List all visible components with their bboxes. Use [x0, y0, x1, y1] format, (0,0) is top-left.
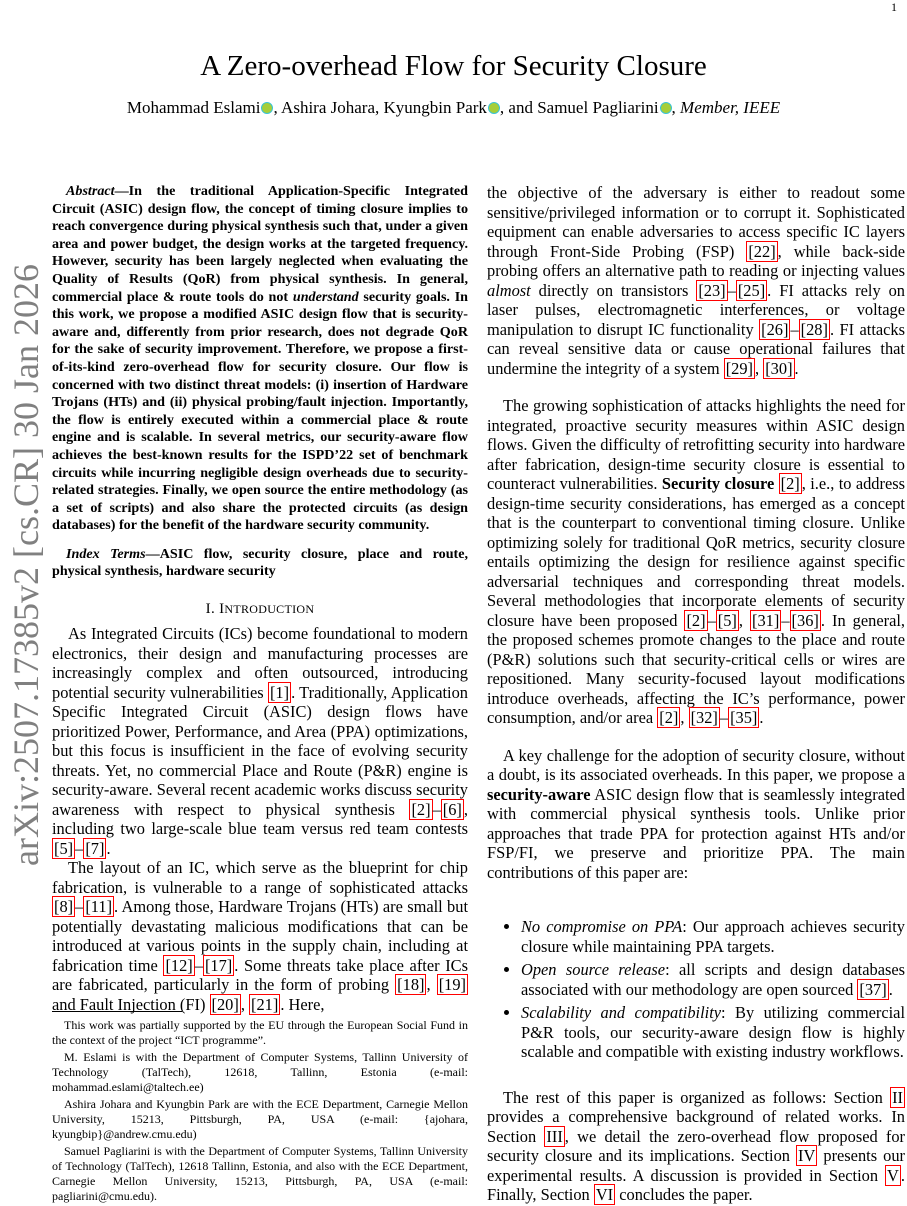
footnote-author-4: Samuel Pagliarini is with the Department of Computer Systems, Tallinn University of Technology (TalTech), 12618 Tallinn, Estonia, and also with the ECE Department, Carnegie Mellon University, 15213, Pittsburgh, PA, USA (e-mail: pagliarini@cmu.edu). [52, 1144, 468, 1203]
item-heading: Open source release [521, 960, 666, 979]
citation-link[interactable]: [18] [397, 975, 425, 995]
text: . FI attacks can reveal sensitive data or cause operational failures that undermine the integrity of a system [487, 319, 906, 378]
bold-term: Security closure [661, 474, 775, 493]
citation-link[interactable]: [21] [251, 994, 279, 1014]
text: The layout of an IC, which serve as the blueprint for chip fabrication, is vulnerable to a range of sophisticated attacks [52, 858, 468, 897]
orcid-icon[interactable] [660, 102, 672, 114]
citation-link[interactable]: [35] [730, 708, 758, 727]
citation-link[interactable]: [2] [659, 708, 679, 727]
list-item [521, 1003, 905, 1062]
citation-link[interactable]: [6] [442, 799, 462, 819]
citation-link[interactable]: [32] [690, 708, 718, 727]
paper-title: A Zero-overhead Flow for Security Closure [200, 50, 707, 82]
citation-link[interactable]: [19] [438, 975, 466, 995]
item-text: : By utilizing commercial P&R tools, our security-aware design flow is highly scalable and compatible with existing industry workflows. [521, 1003, 906, 1061]
abstract-text: security goals. In this work, we propose a modified ASIC design flow that is security-aware and, differently from prior research, does not degrade QoR for the sake of security improvement. Therefore, we propose a first-of-its-kind zero-overhead flow for security closure. Our flow is concerned with two distinct threat models: (i) insertion of Hardware Trojans (HTs) and (ii) physical probing/fault injection. Importantly, the flow is entirely executed within a commercial place & route engine and is scalable. In several metrics, our security-aware flow achieves the best-known results for the ISPD’22 set of benchmark circuits while incurring negligible design overheads due to security-related strategies. Finally, we open source the entire methodology (as a set of scripts) and also share the protected circuits (as design databases) for the benefit of the hardware security community. [52, 288, 469, 534]
text: the objective of the adversary is either to readout some sensitive/privileged information or to corrupt it. Sophisticated equipment can enable adversaries to access specific IC layers through Front-Side Probing (FSP) [487, 183, 905, 261]
item-heading: Scalability and compatibility [521, 1003, 722, 1022]
section-initial: I [219, 601, 225, 618]
section-link[interactable]: VI [595, 1185, 614, 1204]
citation-link[interactable]: [7] [85, 838, 105, 858]
intro-paragraph-2-continued [487, 183, 905, 378]
intro-paragraph-1 [52, 624, 468, 858]
text: – [75, 897, 84, 917]
footnote-funding: This work was partially supported by the EU through the European Social Fund in the context of the project “ICT programme”. [52, 1018, 468, 1047]
abstract-emphasis: understand [292, 288, 359, 305]
text: , while back-side probing offers an alternative path to reading or injecting values [487, 241, 905, 280]
citation-link[interactable]: [2] [780, 474, 800, 493]
section-link[interactable]: II [892, 1087, 903, 1107]
text: . Traditionally, Application Specific Integrated Circuit (ASIC) design flows have prioritized Power, Performance, and Area (PPA) optimizations, but this focus is insufficient in the face of evolving security threats. Yet, no commercial Place and Route (P&R) engine is security-aware. Several recent academic works discuss security awareness with respect to physical synthesis [52, 682, 468, 819]
abstract [52, 183, 468, 535]
text: – [707, 610, 716, 630]
text: . FI attacks rely on laser pulses, electromagnetic interferences, or voltage manipulation to disrupt IC functionality [487, 280, 905, 339]
text: . Among those, Hardware Trojans (HTs) are small but potentially devastating malicious modifications that can be introduced at various points in the supply chain, including at fabrication time [52, 897, 468, 975]
text: – [727, 280, 736, 300]
section-link[interactable]: IV [798, 1146, 816, 1165]
text: presents our experimental results. A discussion is provided in Section [487, 1146, 905, 1185]
citation-link[interactable]: [11] [85, 897, 113, 917]
index-terms-label: Index Terms [66, 545, 146, 562]
text: , we detail the zero-overhead flow proposed for security closure and its implications. Section [487, 1126, 906, 1165]
text: – [194, 955, 203, 975]
text: – [432, 799, 441, 819]
citation-link[interactable]: [30] [765, 358, 793, 378]
item-text: : Our approach achieves security closure while maintaining PPA targets. [521, 917, 905, 956]
abstract-label: Abstract [66, 183, 115, 199]
citation-link[interactable]: [12] [165, 955, 193, 975]
emphasis: almost [487, 280, 531, 300]
list-item [521, 917, 905, 956]
footnote-author-1: M. Eslami is with the Department of Computer Systems, Tallinn University of Technology (TalTech), 12618, Tallinn, Estonia (e-mail: mohammad.eslami@taltech.ee) [52, 1050, 468, 1094]
contributions-list [487, 917, 905, 1062]
citation-link[interactable]: [17] [204, 955, 233, 975]
arxiv-identifier[interactable]: arXiv:2507.17385v2 [cs.CR] 30 Jan 2026 [6, 264, 46, 866]
text: A key challenge for the adoption of security closure, without a doubt, is its associated overheads. In this paper, we propose a [487, 745, 905, 784]
citation-link[interactable]: [25] [737, 280, 766, 300]
author-line [0, 98, 907, 118]
citation-link[interactable]: [20] [211, 994, 239, 1014]
text: ASIC design flow that is seamlessly integrated with commercial physical synthesis tools. Unlike prior approaches that trade PPA for protection against HTs and/or FSP/FI, we preserve and prioritize PPA. The main contributions of this paper are: [487, 784, 905, 882]
citation-link[interactable]: [22] [748, 241, 776, 261]
author-4: , and Samuel Pagliarini [499, 98, 659, 117]
intro-paragraph-4 [487, 746, 905, 883]
author-2-3: , Ashira Johara, Kyungbin Park [273, 98, 487, 117]
citation-link[interactable]: [2] [411, 799, 431, 819]
citation-link[interactable]: [5] [717, 610, 737, 630]
text: , [680, 708, 689, 727]
intro-paragraph-2 [52, 858, 468, 1014]
citation-link[interactable]: [26] [761, 319, 789, 339]
text: The rest of this paper is organized as follows: Section [503, 1087, 891, 1107]
citation-link[interactable]: [8] [54, 897, 74, 917]
citation-link[interactable]: [29] [725, 358, 754, 378]
citation-link[interactable]: [28] [800, 319, 828, 339]
footnote-divider [52, 1011, 182, 1012]
orcid-icon[interactable] [488, 102, 500, 114]
abstract-text: —In the traditional Application-Specific Integrated Circuit (ASIC) design flow, the concept of timing closure implies to reach convergence during physical synthesis such that, under a given area and power budget, the design works at the targeted frequency. However, security has been largely neglected when evaluating the Quality of Results (QoR) from physical synthesis. In general, commercial place & route tools do not [52, 183, 468, 305]
item-text: . [888, 979, 893, 999]
section-link[interactable]: III [546, 1126, 563, 1146]
index-terms-text: —ASIC flow, security closure, place and route, physical synthesis, hardware security [52, 545, 468, 580]
footnote-authors-2-3: Ashira Johara and Kyungbin Park are with the ECE Department, Carnegie Mellon University, 15213, Pittsburgh, PA, USA (e-mail: {ajohara, kyungbip}@andrew.cmu.edu) [52, 1097, 468, 1141]
footnotes [52, 1018, 468, 1206]
text: . Finally, Section [487, 1165, 905, 1204]
text: , i.e., to address design-time security considerations, has emerged as a concept that is the counterpart to conventional timing closure. Unlike optimizing solely for traditional QoR metrics, security closure entails optimizing the design for resilience against specific adversarial techniques and corresponding threat models. Several methodologies that incorporate elements of security closure have been proposed [487, 474, 905, 630]
orcid-icon[interactable] [261, 102, 273, 114]
citation-link[interactable]: [37] [859, 979, 887, 999]
citation-link[interactable]: [2] [686, 610, 706, 630]
arxiv-sidebar [0, 0, 52, 1200]
citation-link[interactable]: [5] [54, 838, 74, 858]
citation-link[interactable]: [36] [791, 610, 819, 630]
text: . [106, 838, 111, 858]
text [774, 474, 778, 493]
left-column [52, 183, 468, 1014]
text: , [755, 358, 764, 378]
text: , including two large-scale blue team versus red team contests [52, 799, 468, 839]
section-title-rest: NTRODUCTION [224, 602, 315, 617]
page-number: 1 [891, 0, 897, 14]
section-heading-introduction [52, 601, 468, 618]
author-sep: , [671, 98, 676, 117]
author-1: Mohammad Eslami [126, 98, 261, 117]
text: . In general, the proposed schemes promote changes to the place and route (P&R) solutions such that security-critical cells or wires are repositioned. Many security-focused layout modifications introduce overheads, affecting the IC’s performance, power consumption, and/or area [487, 610, 905, 727]
text: – [719, 708, 729, 727]
text: directly on transistors [530, 280, 697, 300]
text: provides a comprehensive background of related works. In Section [487, 1107, 905, 1146]
text: – [790, 319, 799, 339]
text: , [426, 975, 437, 995]
text: , [738, 610, 751, 630]
text: . [759, 708, 764, 727]
intro-paragraph-5 [487, 1088, 905, 1205]
section-link[interactable]: V [887, 1165, 899, 1185]
text: and Fault Injection (FI) [52, 994, 210, 1014]
item-text: : all scripts and design databases associated with our methodology are open sourced [521, 960, 906, 999]
index-terms [52, 546, 468, 581]
citation-link[interactable]: [31] [752, 610, 780, 630]
text: . Here, [280, 994, 325, 1014]
list-item [521, 960, 905, 999]
citation-link[interactable]: [23] [698, 280, 726, 300]
intro-paragraph-3 [487, 396, 905, 728]
text: . Some threats take place after ICs are fabricated, particularly in the form of probing [52, 955, 468, 995]
author-membership: Member, IEEE [680, 98, 781, 117]
text: . [794, 358, 799, 378]
text: , [240, 994, 250, 1014]
citation-link[interactable]: [1] [269, 682, 290, 702]
text: – [75, 838, 84, 858]
text: concludes the paper. [615, 1185, 753, 1204]
item-heading: No compromise on PPA [521, 917, 683, 936]
text: The growing sophistication of attacks highlights the need for integrated, proactive security measures within ASIC design flows. Given the difficulty of retrofitting security into hardware after fabrication, design-time security closure is essential to counteract vulnerabilities. [487, 396, 905, 493]
text: As Integrated Circuits (ICs) become foundational to modern electronics, their design and manufacturing processes are increasingly complex and often outsourced, introducing potential security vulnerabilities [52, 624, 468, 702]
bold-term: security-aware [487, 784, 591, 804]
section-number: I. [205, 601, 220, 618]
right-column [487, 183, 905, 1205]
text: – [781, 610, 790, 630]
